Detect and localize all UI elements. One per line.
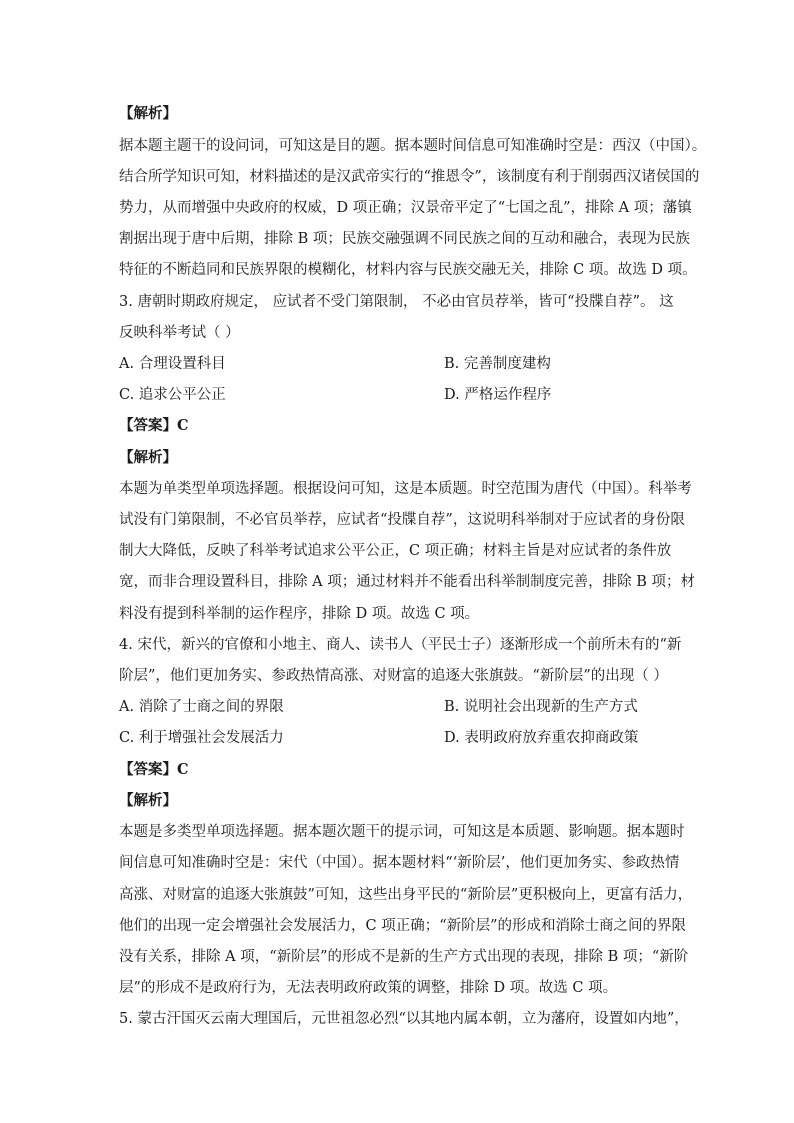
question-stem: 4. 宋代，新兴的官僚和小地主、商人、读书人（平民士子）逐渐形成一个前所未有的“新 <box>119 637 682 653</box>
question-stem: 5. 蒙古汗国灭云南大理国后，元世祖忽必烈“以其地内属本朝，立为藩府，设置如内地”， <box>119 1011 689 1027</box>
analysis-line: 制大大降低，反映了科举考试追求公平公正，C 项正确；材料主旨是对应试者的条件放 <box>119 543 672 559</box>
analysis-line: 特征的不断趋同和民族界限的模糊化，材料内容与民族交融无关，排除 C 项。故选 D 项。 <box>119 262 697 278</box>
analysis-header: 【解析】 <box>119 449 177 466</box>
analysis-header: 【解析】 <box>119 105 177 122</box>
option-d: D. 严格运作程序 <box>444 387 552 403</box>
analysis-line: 没有关系，排除 A 项，“新阶层”的形成不是新的生产方式出现的表现，排除 B 项；“新阶 <box>119 949 689 965</box>
analysis-line: 试没有门第限制，不必官员举荐，应试者“投牒自荐”，这说明科举制对于应试者的身份限 <box>119 512 685 528</box>
analysis-line: 层”的形成不是政府行为，无法表明政府政策的调整，排除 D 项。故选 C 项。 <box>119 980 618 996</box>
option-b: B. 完善制度建构 <box>444 356 551 372</box>
analysis-line: 据本题主题干的设问词，可知这是目的题。据本题时间信息可知准确时空是：西汉（中国）。 <box>119 138 707 154</box>
option-b: B. 说明社会出现新的生产方式 <box>444 699 638 715</box>
option-c: C. 追求公平公正 <box>119 387 226 403</box>
answer-label: 【答案】C <box>119 761 189 778</box>
question-stem: 反映科举考试（ ） <box>119 325 240 341</box>
option-a: A. 合理设置科目 <box>119 356 226 372</box>
analysis-line: 本题为单类型单项选择题。根据设问可知，这是本质题。时空范围为唐代（中国）。科举考 <box>119 481 692 497</box>
analysis-line: 高涨、对财富的追逐大张旗鼓”可知，这些出身平民的“新阶层”更积极向上，更富有活力， <box>119 887 693 903</box>
question-stem: 阶层”，他们更加务实、参政热情高涨、对财富的追逐大张旗鼓。“新阶层”的出现（ ） <box>119 668 668 684</box>
analysis-line: 间信息可知准确时空是：宋代（中国）。据本题材料“‘新阶层’，他们更加务实、参政热情 <box>119 855 680 871</box>
analysis-header: 【解析】 <box>119 792 177 809</box>
analysis-line: 本题是多类型单项选择题。据本题次题干的提示词，可知这是本质题、影响题。据本题时 <box>119 824 685 840</box>
analysis-line: 势力，从而增强中央政府的权威，D 项正确；汉景帝平定了“七国之乱”，排除 A 项；藩镇 <box>119 200 692 216</box>
option-d: D. 表明政府放弃重农抑商政策 <box>444 730 639 746</box>
analysis-line: 结合所学知识可知，材料描述的是汉武帝实行的“推恩令”，该制度有利于削弱西汉诸侯国的 <box>119 169 700 185</box>
option-a: A. 消除了士商之间的界限 <box>119 699 284 715</box>
analysis-line: 宽，而非合理设置科目，排除 A 项；通过材料并不能看出科举制制度完善，排除 B 项；材 <box>119 574 696 590</box>
analysis-line: 割据出现于唐中后期，排除 B 项；民族交融强调不同民族之间的互动和融合，表现为民族 <box>119 231 690 247</box>
analysis-line: 他们的出现一定会增强社会发展活力，C 项正确；“新阶层”的形成和消除士商之间的界限 <box>119 918 687 934</box>
analysis-line: 料没有提到科举制的运作程序，排除 D 项。故选 C 项。 <box>119 606 480 622</box>
question-stem: 3. 唐朝时期政府规定， 应试者不受门第限制， 不必由官员荐举，皆可“投牒自荐”。 这 <box>119 294 674 310</box>
answer-label: 【答案】C <box>119 417 189 434</box>
option-c: C. 利于增强社会发展活力 <box>119 730 284 746</box>
